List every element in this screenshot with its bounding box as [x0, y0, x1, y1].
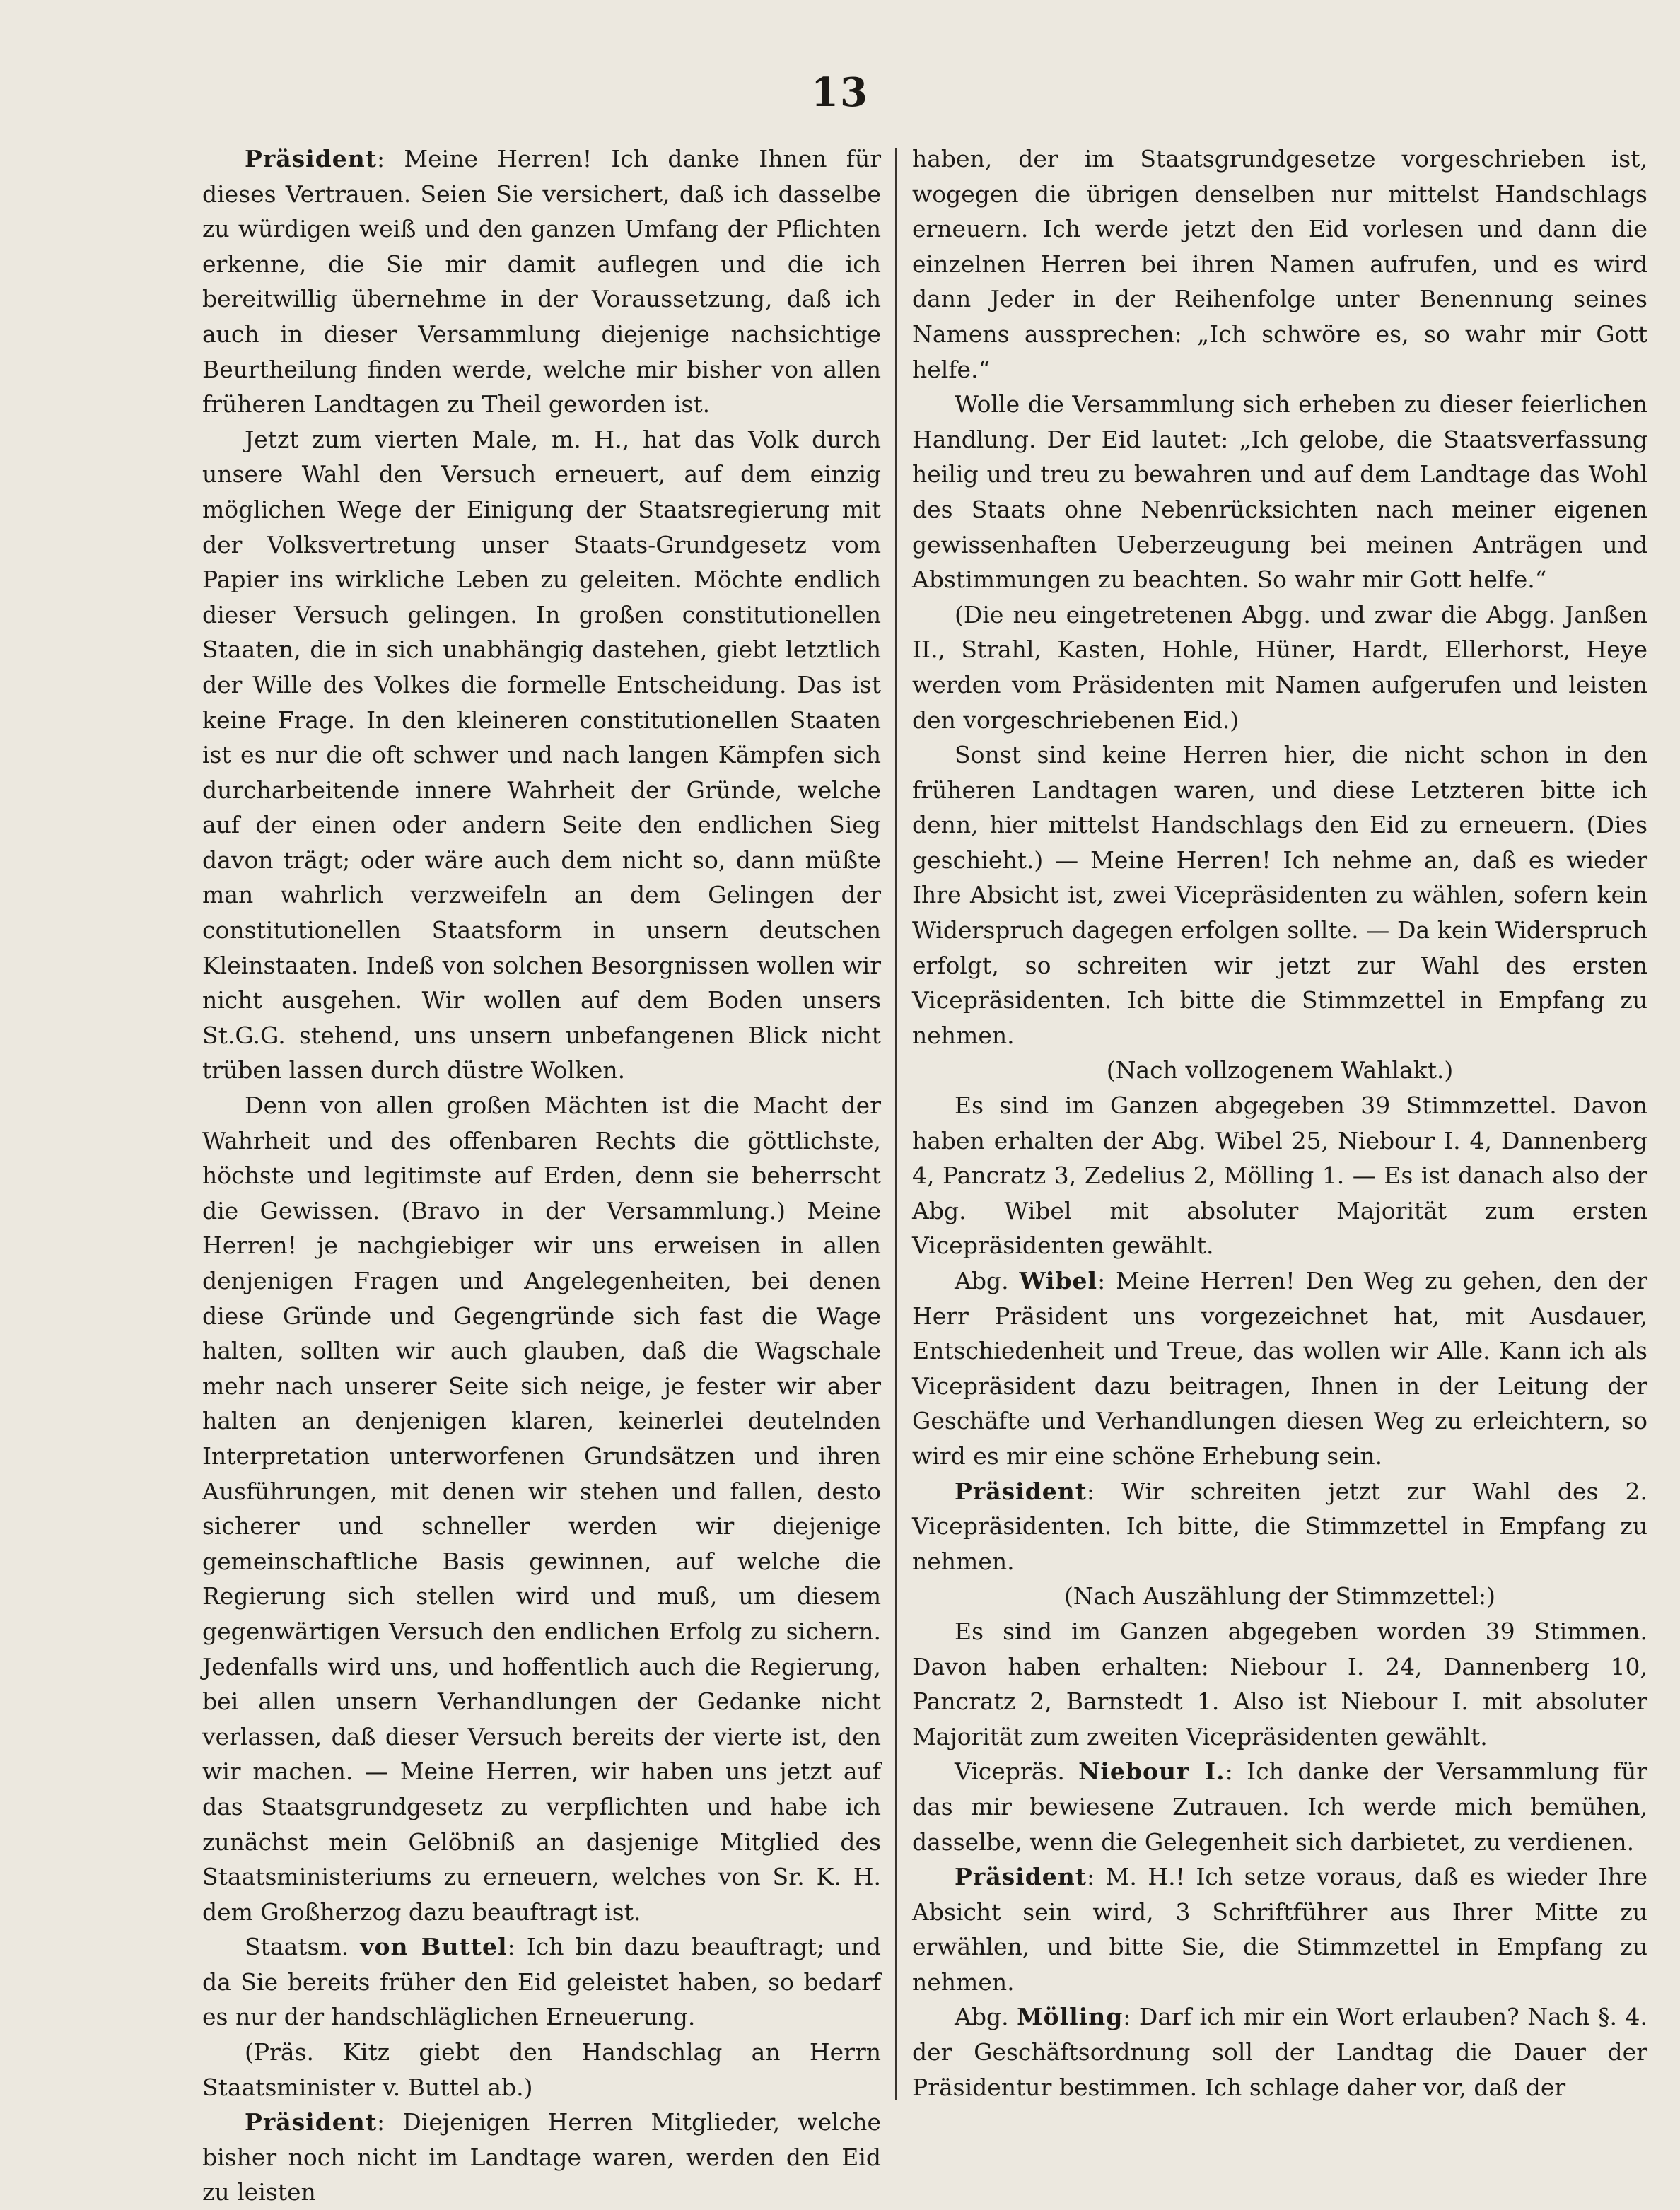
page-number: 13: [811, 69, 869, 116]
right-column: [912, 141, 1647, 2107]
paragraph: Staatsm. von Buttel: Ich bin dazu beauftragt; und da Sie bereits früher den Eid geleistet haben, so bedarf es nur der handschläglichen Erneuerung.: [202, 1933, 881, 2031]
paragraph: Sonst sind keine Herren hier, die nicht schon in den früheren Landtagen waren, und diese Letzteren bitte ich denn, hier mittelst Handschlags den Eid zu erneuern. (Dies geschieht.) — Meine Herren! Ich nehme an, daß es wieder Ihre Absicht ist, zwei Vicepräsidenten zu wählen, sofern kein Widerspruch dagegen erfolgen sollte. — Da kein Widerspruch erfolgt, so schreiten wir jetzt zur Wahl des ersten Vicepräsidenten. Ich bitte die Stimmzettel in Empfang zu nehmen.: [912, 741, 1647, 1049]
speaker-name: Wibel: [1019, 1267, 1098, 1294]
paragraph: Denn von allen großen Mächten ist die Macht der Wahrheit und des offenbaren Rechts die göttlichste, höchste und legitimste auf Erden, denn sie beherrscht die Gewissen. (Bravo in der Versammlung.) Meine Herren! je nachgiebiger wir uns erweisen in allen denjenigen Fragen und Angelegenheiten, bei denen diese Gründe und Gegengründe sich fast die Wage halten, sollten wir auch glauben, daß die Wagschale mehr nach unserer Seite sich neige, je fester wir aber halten an denjenigen klaren, keinerlei deutelnden Interpretation unterworfenen Grundsätzen und ihren Ausführungen, mit denen wir stehen und fallen, desto sicherer und schneller werden wir diejenige gemeinschaftliche Basis gewinnen, auf welche die Regierung sich stellen wird und muß, um diesem gegenwärtigen Versuch den endlichen Erfolg zu sichern. Jedenfalls wird uns, und hoffentlich auch die Regierung, bei allen unsern Verhandlungen der Gedanke nicht verlassen, daß dieser Versuch bereits der vierte ist, den wir machen. — Meine Herren, wir haben uns jetzt auf das Staatsgrundgesetz zu verpflichten und habe ich zunächst mein Gelöbniß an dasjenige Mitglied des Staatsministeriums zu erneuern, welches von Sr. K. H. dem Großherzog dazu beauftragt ist.: [202, 1092, 881, 1926]
stage-direction: (Nach Auszählung der Stimmzettel:): [1063, 1582, 1496, 1610]
paragraph: Abg. Mölling: Darf ich mir ein Wort erlauben? Nach §. 4. der Geschäftsordnung soll der Landtag die Dauer der Präsidentur bestimmen. Ich schlage daher vor, daß der: [912, 2003, 1648, 2101]
paragraph: haben, der im Staatsgrundgesetze vorgeschrieben ist, wogegen die übrigen denselben nur mittelst Handschlags erneuern. Ich werde jetzt den Eid vorlesen und dann die einzelnen Herren bei ihren Namen aufrufen, und es wird dann Jeder in der Reihenfolge unter Benennung seines Namens aussprechen: „Ich schwöre es, so wahr mir Gott helfe.“: [912, 145, 1647, 383]
paragraph: Präsident: Diejenigen Herren Mitglieder, welche bisher noch nicht im Landtage waren, werden den Eid zu leisten: [202, 2108, 881, 2206]
paragraph: (Präs. Kitz giebt den Handschlag an Herrn Staatsminister v. Buttel ab.): [202, 2038, 881, 2101]
paragraph: Es sind im Ganzen abgegeben worden 39 Stimmen. Davon haben erhalten: Niebour I. 24, Dannenberg 10, Pancratz 2, Barnstedt 1. Also ist Niebour I. mit absoluter Majorität zum zweiten Vicepräsidenten gewählt.: [912, 1617, 1647, 1750]
paragraph: Präsident: Meine Herren! Ich danke Ihnen für dieses Vertrauen. Seien Sie versichert, daß ich dasselbe zu würdigen weiß und den ganzen Umfang der Pflichten erkenne, die Sie mir damit auflegen und die ich bereitwillig übernehme in der Voraussetzung, daß ich auch in dieser Versammlung diejenige nachsichtige Beurtheilung finden werde, welche mir bisher von allen früheren Landtagen zu Theil geworden ist.: [202, 145, 881, 419]
paragraph: Jetzt zum vierten Male, m. H., hat das Volk durch unsere Wahl den Versuch erneuert, auf dem einzig möglichen Wege der Einigung der Staatsregierung mit der Volksvertretung unser Staats-Grundgesetz vom Papier ins wirkliche Leben zu geleiten. Möchte endlich dieser Versuch gelingen. In großen constitutionellen Staaten, die in sich unabhängig dastehen, giebt letztlich der Wille des Volkes die formelle Entscheidung. Das ist keine Frage. In den kleineren constitutionellen Staaten ist es nur die oft schwer und nach langen Kämpfen sich durcharbeitende innere Wahrheit der Gründe, welche auf der einen oder andern Seite den endlichen Sieg davon trägt; oder wäre auch dem nicht so, dann müßte man wahrlich verzweifeln an dem Gelingen der constitutionellen Staatsform in unsern deutschen Kleinstaaten. Indeß von solchen Besorgnissen wollen wir nicht ausgehen. Wir wollen auf dem Boden unsers St.G.G. stehend, uns unsern unbefangenen Blick nicht trüben lassen durch düstre Wolken.: [202, 425, 881, 1084]
stage-direction: (Nach vollzogenem Wahlakt.): [1106, 1056, 1454, 1084]
speaker-name: Niebour I.: [1078, 1758, 1225, 1786]
paragraph: Abg. Wibel: Meine Herren! Den Weg zu gehen, den der Herr Präsident uns vorgezeichnet hat, mit Ausdauer, Entschiedenheit und Treue, das wollen wir Alle. Kann ich als Vicepräsident dazu beitragen, Ihnen in der Leitung der Geschäfte und Verhandlungen diesen Weg zu erleichtern, so wird es mir eine schöne Erhebung sein.: [912, 1267, 1648, 1470]
speaker-name: Präsident: [245, 2108, 378, 2136]
paragraph: Präsident: M. H.! Ich setze voraus, daß es wieder Ihre Absicht sein wird, 3 Schriftführer aus Ihrer Mitte zu erwählen, und bitte Sie, die Stimmzettel in Empfang zu nehmen.: [912, 1863, 1647, 1996]
paragraph: Wolle die Versammlung sich erheben zu dieser feierlichen Handlung. Der Eid lautet: „Ich gelobe, die Staatsverfassung heilig und treu zu bewahren und auf dem Landtage das Wohl des Staats ohne Nebenrücksichten nach meiner eigenen gewissenhaften Ueberzeugung bei meinen Anträgen und Abstimmungen zu beachten. So wahr mir Gott helfe.“: [912, 390, 1647, 594]
paragraph: Vicepräs. Niebour I.: Ich danke der Versammlung für das mir bewiesene Zutrauen. Ich werde mich bemühen, dasselbe, wenn die Gelegenheit sich darbietet, zu verdienen.: [912, 1758, 1647, 1856]
speaker-name: von Buttel: [360, 1933, 508, 1961]
paragraph: Präsident: Wir schreiten jetzt zur Wahl des 2. Vicepräsidenten. Ich bitte, die Stimmzettel in Empfang zu nehmen.: [912, 1477, 1647, 1575]
column-divider: [895, 148, 897, 2100]
speaker-name: Mölling: [1017, 2003, 1124, 2031]
left-column: [202, 141, 881, 2206]
paragraph: Es sind im Ganzen abgegeben 39 Stimmzettel. Davon haben erhalten der Abg. Wibel 25, Niebour I. 4, Dannenberg 4, Pancratz 3, Zedelius 2, Mölling 1. — Es ist danach also der Abg. Wibel mit absoluter Majorität zum ersten Vicepräsidenten gewählt.: [912, 1092, 1647, 1260]
speaker-name: Präsident: [245, 145, 378, 173]
paragraph: (Die neu eingetretenen Abgg. und zwar die Abgg. Janßen II., Strahl, Kasten, Hohle, Hüner, Hardt, Ellerhorst, Heye werden vom Präsidenten mit Namen aufgerufen und leisten den vorgeschriebenen Eid.): [912, 600, 1647, 734]
speaker-name: Präsident: [955, 1477, 1087, 1505]
speaker-name: Präsident: [955, 1863, 1087, 1891]
